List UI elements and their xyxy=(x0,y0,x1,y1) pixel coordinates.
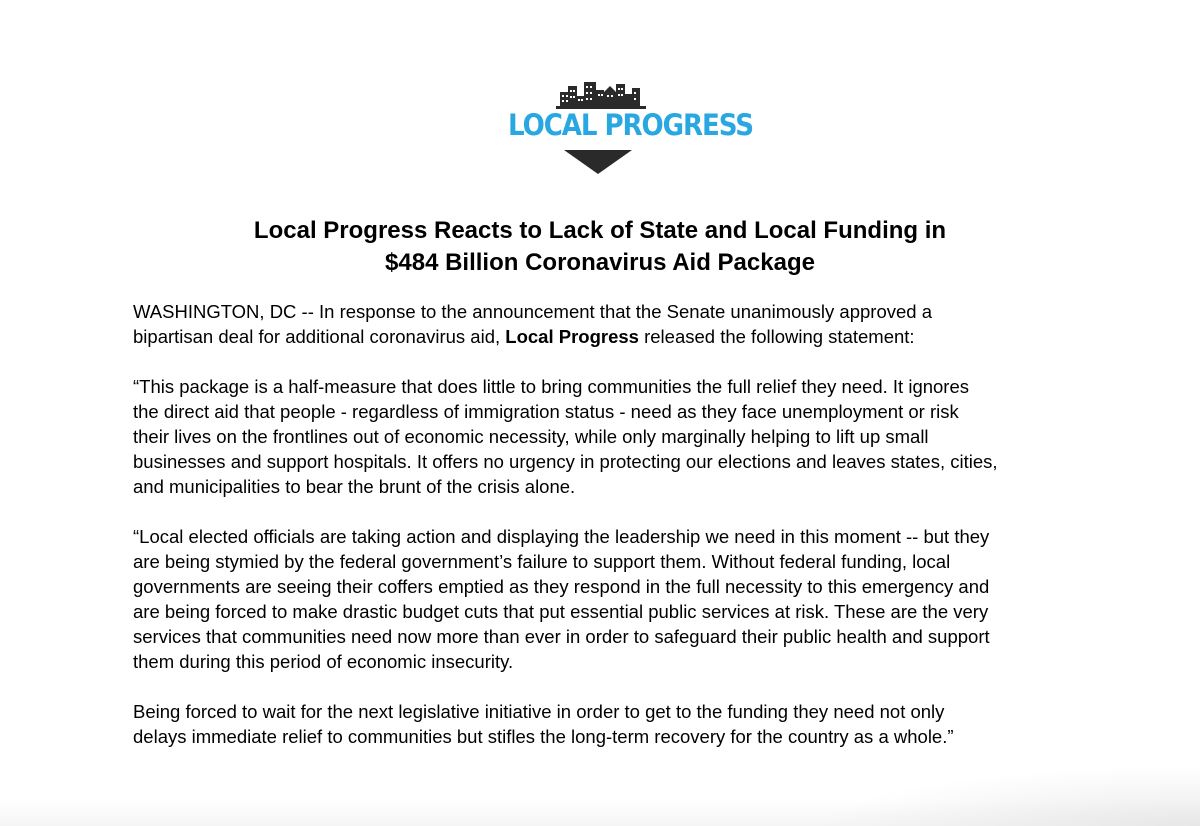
statement-3-line: delays immediate relief to communities but stifles the long-term recovery for the country as a whole.” xyxy=(133,726,954,747)
intro-line-2-start: bipartisan deal for additional coronavirus aid, xyxy=(133,326,506,347)
statement-1-line: the direct aid that people - regardless of immigration status - need as they face unemployment or risk xyxy=(133,401,959,422)
statement-paragraph-2 xyxy=(133,524,1073,674)
page-corner-shadow xyxy=(820,766,1200,826)
statement-2-line: governments are seeing their coffers emptied as they respond in the full necessity to this emergency and xyxy=(133,576,990,597)
logo-word-progress: PROGRESS xyxy=(604,108,754,142)
press-release-body xyxy=(133,299,1073,749)
local-progress-logo xyxy=(498,78,754,174)
statement-1-line: their lives on the frontlines out of economic necessity, while only marginally helping to lift up small xyxy=(133,426,929,447)
statement-2-line: are being stymied by the federal government’s failure to support them. Without federal funding, local xyxy=(133,551,951,572)
intro-line-2-end: released the following statement: xyxy=(638,326,915,347)
headline-line-1: Local Progress Reacts to Lack of State and Local Funding in xyxy=(253,217,947,244)
statement-2-line: “Local elected officials are taking action and displaying the leadership we need in this moment -- but they xyxy=(133,526,990,547)
statement-2-line: them during this period of economic insecurity. xyxy=(133,651,514,672)
statement-1-line: “This package is a half-measure that does little to bring communities the full relief they need. It ignores xyxy=(133,376,970,397)
statement-paragraph-3 xyxy=(133,699,1073,749)
intro-paragraph xyxy=(133,299,1073,349)
statement-paragraph-1 xyxy=(133,374,1073,499)
statement-1-line: and municipalities to bear the brunt of the crisis alone. xyxy=(133,476,576,497)
intro-line-2 xyxy=(133,324,1073,349)
statement-2-line: services that communities need now more than ever in order to safeguard their public health and support xyxy=(133,626,990,647)
statement-2-line: are being forced to make drastic budget cuts that put essential public services at risk. These are the very xyxy=(133,601,989,622)
logo-wordmark xyxy=(508,108,754,142)
statement-3-line: Being forced to wait for the next legislative initiative in order to get to the funding they need not only xyxy=(133,701,945,722)
intro-line-1: WASHINGTON, DC -- In response to the announcement that the Senate unanimously approved a xyxy=(133,301,933,322)
logo-word-local: LOCAL xyxy=(508,108,605,142)
statement-1-line: businesses and support hospitals. It offers no urgency in protecting our elections and leaves states, cities, xyxy=(133,451,998,472)
headline-line-2: $484 Billion Coronavirus Aid Package xyxy=(385,249,815,276)
organization-name: Local Progress xyxy=(505,326,639,347)
press-release-headline xyxy=(100,215,1100,279)
